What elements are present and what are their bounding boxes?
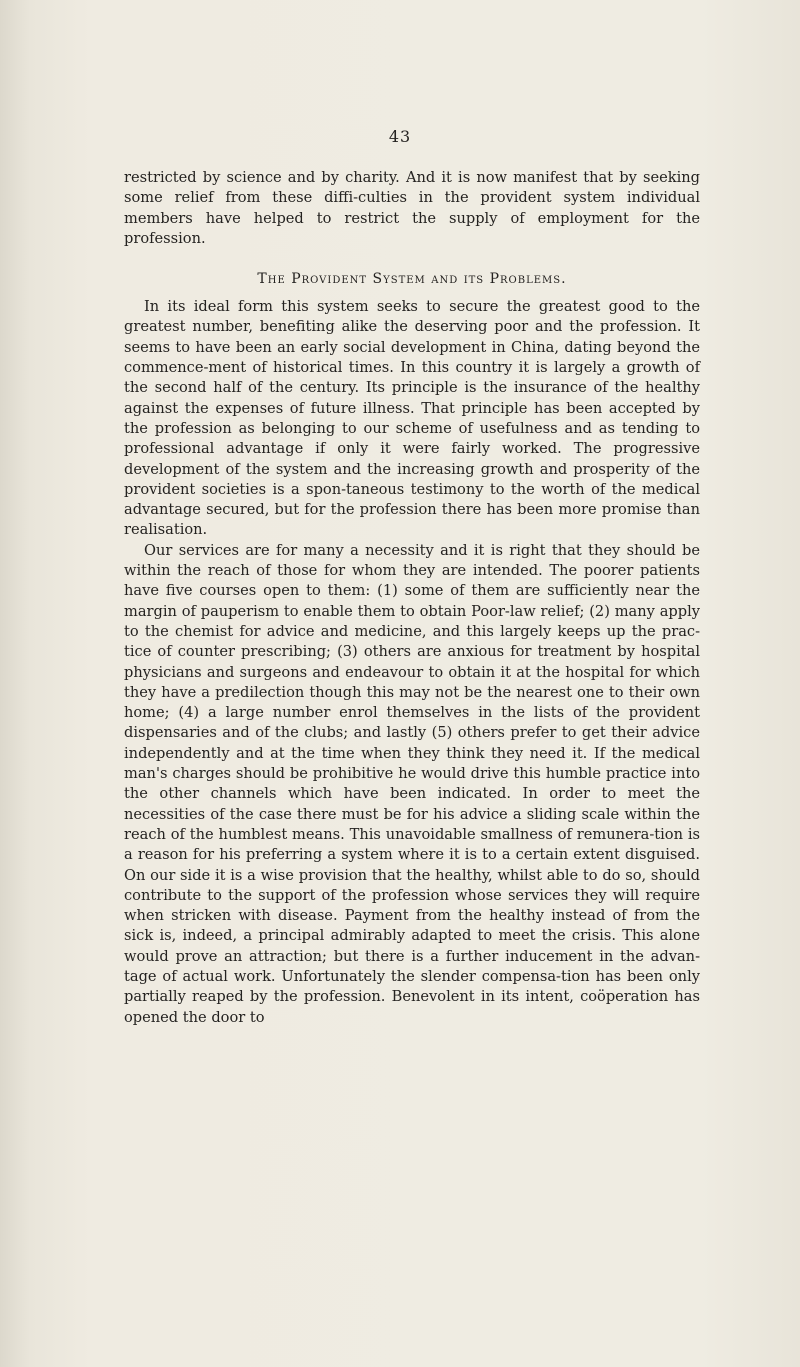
paragraph-ideal-form: In its ideal form this system seeks to secure the greatest good to the greatest number, benefiting alike the deserving poor and the profession. It seems to have been an early social development in China, dating beyond the commence-ment of historical times. In this country it is largely a growth of the second half of the century. Its principle is the insurance of the healthy against the expenses of future illness. That principle has been accepted by the profession as belonging to our scheme of usefulness and as tending to professional advantage if only it were fairly worked. The progressive development of the system and the increasing growth and prosperity of the provident societies is a spon-taneous testimony to the worth of the medical advantage secured, but for the profession there has been more promise than realisation.: [124, 298, 700, 539]
opening-paragraph: restricted by science and by charity. And it is now manifest that by seeking some relief from these diffi-culties in the provident system individual members have helped to restrict the supply of employment for the profession.: [124, 169, 700, 247]
section-heading: The Provident System and its Problems.: [257, 271, 567, 288]
body-text: [124, 168, 700, 1028]
page-number: 43: [388, 127, 412, 146]
paragraph-our-services: Our services are for many a necessity and it is right that they should be within the reach of those for whom they are intended. The poorer patients have five courses open to them: (1) some of them are sufficiently near the margin of pauperism to enable them to obtain Poor-law relief; (2) many apply to the chemist for advice and medicine, and this largely keeps up the prac-tice of counter prescribing; (3) others are anxious for treatment by hospital physicians and surgeons and endeavour to obtain it at the hospital for which they have a predilection though this may not be the nearest one to their own home; (4) a large number enrol themselves in the lists of the provident dispensaries and of the clubs; and lastly (5) others prefer to get their advice independently and at the time when they think they need it. If the medical man's charges should be prohibitive he would drive this humble practice into the other channels which have been indicated. In order to meet the necessities of the case there must be for his advice a sliding scale within the reach of the humblest means. This unavoidable smallness of remunera-tion is a reason for his preferring a system where it is to a certain extent disguised. On our side it is a wise provision that the healthy, whilst able to do so, should contribute to the support of the profession whose services they will require when stricken with disease. Payment from the healthy instead of from the sick is, indeed, a principal admirably adapted to meet the crisis. This alone would prove an attraction; but there is a further inducement in the advan-tage of actual work. Unfortunately the slender compensa-tion has been only partially reaped by the profession. Benevolent in its intent, coöperation has opened the door to: [124, 541, 700, 1026]
